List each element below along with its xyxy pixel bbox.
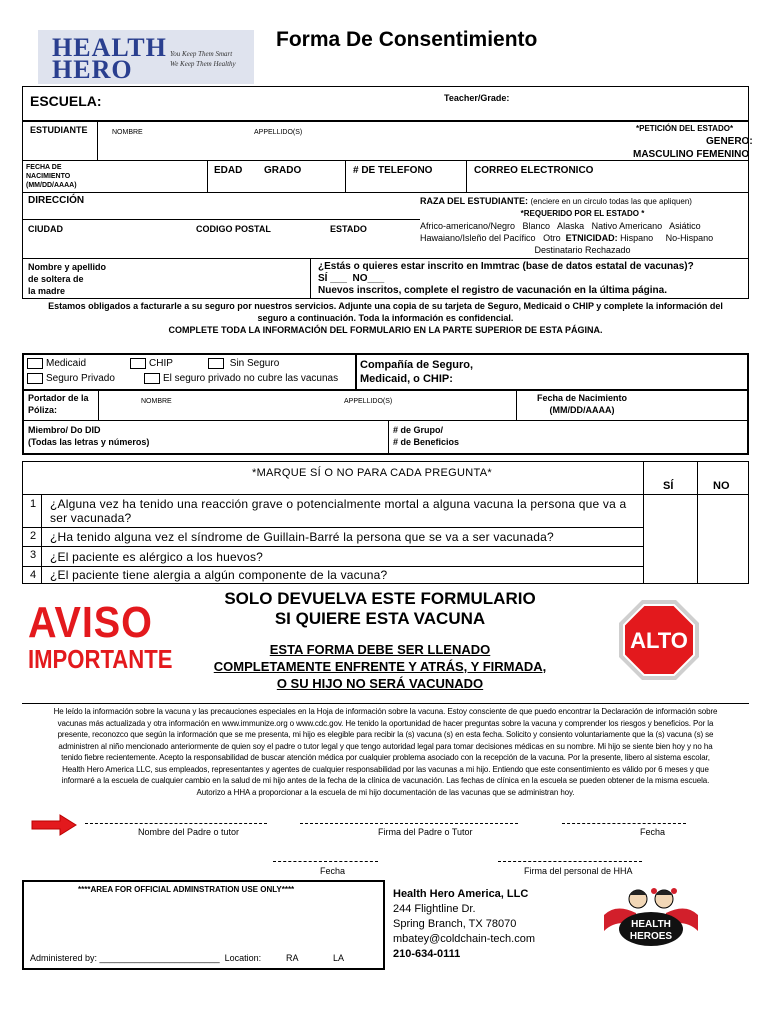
administered-label: Administered by: ________________________ Location: <box>30 953 262 963</box>
solo-line2: SI QUIERE ESTA VACUNA <box>274 609 486 628</box>
insurance-apellido-label: APPELLIDO(S) <box>344 398 393 405</box>
firma-hha-line[interactable] <box>498 861 642 862</box>
company-email: mbatey@coldchain-tech.com <box>393 933 536 945</box>
compania-line1: Compañía de Seguro, <box>360 359 474 371</box>
consent-line: He leído la información sobre la vacuna y las precauciones especiales en la Hoja de información sobre la vacuna. Estoy consciente de que puedo encontrar la Declaración de información sobre <box>53 707 718 716</box>
raza-block <box>420 195 745 256</box>
company-name: Health Hero America, LLC <box>393 888 529 900</box>
portador-label <box>28 392 89 416</box>
estado-label: ESTADO <box>330 224 367 234</box>
question-1 <box>50 497 626 525</box>
insurance-nombre-label: NOMBRE <box>141 398 172 405</box>
correo-label: CORREO ELECTRONICO <box>474 165 594 176</box>
firma-hha-label: Firma del personal de HHA <box>524 866 633 876</box>
forma-line2: COMPLETAMENTE ENFRENTE Y ATRÁS, Y FIRMADA, <box>213 659 547 674</box>
sin-seguro-option[interactable] <box>208 358 279 369</box>
firma-padre-label: Firma del Padre o Tutor <box>378 827 473 837</box>
requerido-label: *REQUERIDO POR EL ESTADO * <box>520 209 645 218</box>
sin-seguro-checkbox[interactable] <box>208 358 224 369</box>
aviso-label: AVISO <box>28 598 153 647</box>
arrow-right-icon <box>30 813 78 837</box>
solo-line1: SOLO DEVUELVA ESTE FORMULARIO <box>224 589 536 608</box>
insurance-fecha-line1: Fecha de Nacimiento <box>536 393 628 403</box>
forma-line3: O SU HIJO NO SERÁ VACUNADO <box>276 676 484 691</box>
madre-line3: la madre <box>28 286 66 296</box>
madre-label <box>28 261 106 297</box>
genero-label: GENERO: <box>706 136 753 147</box>
solo-devuelva <box>170 589 590 629</box>
fecha-label: Fecha <box>640 827 666 837</box>
health-heroes-logo <box>596 885 706 960</box>
raza-note: (enciere en un circulo todas las que apliquen) <box>530 197 692 206</box>
raza-options-1: Africo-americano/Negro Blanco Alaska Nativo Americano Asiático <box>420 221 701 231</box>
direccion-label: DIRECCIÓN <box>28 195 85 206</box>
logo-line1: HEALTH <box>52 33 167 62</box>
company-address1: 244 Flightline Dr. <box>393 903 476 915</box>
student-label: ESTUDIANTE <box>30 125 88 135</box>
firma-padre-line[interactable] <box>300 823 518 824</box>
question-2-num: 2 <box>30 530 37 542</box>
privado-option[interactable] <box>27 373 115 384</box>
madre-line1: Nombre y apellido <box>28 262 107 272</box>
health-hero-logo <box>38 30 254 84</box>
chip-label: CHIP <box>149 358 173 370</box>
compania-line2: Medicaid, o CHIP: <box>360 373 453 385</box>
edad-label: EDAD <box>214 165 243 176</box>
school-label: ESCUELA: <box>30 93 102 109</box>
raza-options-2: Hawaiano/Isleño del Pacífico Otro <box>420 233 561 243</box>
postal-label: CODIGO POSTAL <box>196 224 271 234</box>
fecha-nacimiento-label: FECHA DE NACIMIENTO (MM/DD/AAAA) <box>26 164 77 189</box>
company-info <box>393 887 535 962</box>
question-3-num: 3 <box>30 549 37 561</box>
question-1-line1: ¿Alguna vez ha tenido una reacción grave o potencialmente mortal a alguna vacuna la persona que va a <box>50 497 627 511</box>
etnicidad-options: Hispano No-Hispano <box>620 233 714 243</box>
question-1-line2: ser vacunada? <box>50 511 132 525</box>
company-phone: 210-634-0111 <box>393 948 461 960</box>
forma-line1: ESTA FORMA DEBE SER LLENADO <box>269 642 491 657</box>
immtrac-question: ¿Estás o quieres estar inscrito en Immtrac (base de datos estatal de vacunas)? <box>318 261 694 272</box>
sin-seguro-label: Sin Seguro <box>229 358 280 370</box>
portador-line2: Póliza: <box>28 405 58 415</box>
fecha-hha-label: Fecha <box>320 866 346 876</box>
consent-line: informaré a la escuela de cualquier cambio en la salud de mi hijo antes de la fecha de la clínica de vacunación. Las fechas de clínica en la escuela se pueden obtener de la misma escuela. <box>61 776 710 785</box>
question-4-num: 4 <box>30 569 37 581</box>
badge-line2: HEROES <box>629 931 673 942</box>
fecha-line[interactable] <box>562 823 686 824</box>
genero-options: MASCULINO FEMENINO <box>633 149 750 160</box>
ra-option[interactable]: RA <box>286 953 299 963</box>
billing-line3: COMPLETE TODA LA INFORMACIÓN DEL FORMULARIO EN LA PARTE SUPERIOR DE ESTA PÁGINA. <box>168 325 603 335</box>
consent-line: administren al niño mencionado anteriormente de quien soy el padre o tutor legal y que tengo autoridad legal para tomar decisiones médicas en su nombre. Mi hijo se siente bien hoy y no ha <box>58 741 713 751</box>
consent-line: presente, reconozco que según la información que se me presenta, mi hijo es elegible para recibir la (s) vacuna (s) en esta fecha. Solicito y consiento voluntariamente que la (s) vacuna (s) se <box>57 730 714 739</box>
insurance-fecha-label <box>517 392 647 416</box>
fecha-hha-line[interactable] <box>273 861 378 862</box>
consent-line: Autorizo a HHA a proporcionar a la escuela de mi hijo documentación de las vacunas que se administran hoy. <box>196 787 575 797</box>
chip-option[interactable] <box>130 358 173 369</box>
question-1-num: 1 <box>30 498 37 510</box>
questions-header: *MARQUE SÍ O NO PARA CADA PREGUNTA* <box>252 467 492 479</box>
la-option[interactable]: LA <box>333 953 345 963</box>
medicaid-label: Medicaid <box>46 358 87 370</box>
question-3: ¿El paciente es alérgico a los huevos? <box>50 550 264 564</box>
nombre-padre-label: Nombre del Padre o tutor <box>138 827 240 837</box>
company-address2: Spring Branch, TX 78070 <box>393 918 517 930</box>
si-header: SÍ <box>663 480 674 492</box>
etnicidad-label: ETNICIDAD: <box>565 233 618 243</box>
alto-text: ALTO <box>630 628 688 653</box>
nombre-padre-line[interactable] <box>85 823 267 824</box>
stop-sign-icon <box>617 598 701 682</box>
page-title: Forma De Consentimiento <box>276 28 538 51</box>
billing-line1: Estamos obligados a facturarle a su seguro por nuestros servicios. Adjunte una copia de su tarjeta de Seguro, Medicaid o CHIP y complete la información del <box>48 301 723 311</box>
student-nombre-label: NOMBRE <box>112 129 143 136</box>
student-apellido-label: APPELLIDO(S) <box>254 129 303 136</box>
madre-line2: de soltera de <box>28 274 84 284</box>
portador-line1: Portador de la <box>28 393 89 403</box>
rechazado-label: Destinatario Rechazado <box>534 245 631 255</box>
immtrac-block <box>318 261 694 297</box>
logo-tagline-2: We Keep Them Healthy <box>170 60 236 68</box>
privado-checkbox[interactable] <box>27 373 43 384</box>
medicaid-checkbox[interactable] <box>27 358 43 369</box>
ciudad-label: CIUDAD <box>28 224 63 234</box>
raza-title: RAZA DEL ESTUDIANTE: <box>420 196 528 206</box>
peticion-label: *PETICIÓN DEL ESTADO* <box>636 124 734 133</box>
consent-line: vacunas más actualizada y otra información en www.immunize.org o www.cdc.gov. He tenido la oportunidad de hacer preguntas sobre la vacuna y comprender los riesgos y beneficios. Por la <box>57 718 714 728</box>
logo-line2: HERO <box>52 55 133 84</box>
importante-label: IMPORTANTE <box>28 644 173 674</box>
insurance-fecha-line2: (MM/DD/AAAA) <box>549 405 615 415</box>
billing-line2: seguro a continuación. Toda la información es confidencial. <box>257 313 514 323</box>
grado-label: GRADO <box>264 165 302 176</box>
no-cubre-checkbox[interactable] <box>144 373 160 384</box>
consent-text <box>26 706 745 798</box>
miembro-line2: (Todas las letras y números) <box>28 437 150 447</box>
no-header: NO <box>713 480 730 492</box>
compania-label <box>360 358 473 386</box>
teacher-grade-label: Teacher/Grade: <box>444 93 510 103</box>
grupo-label <box>393 424 459 448</box>
badge-line1: HEALTH <box>631 919 671 930</box>
immtrac-options: SÍ ___ NO___ <box>318 273 385 284</box>
consent-line: tenido fiebre recientemente. Acepto la responsabilidad de buscar atención médica por cualquier problema asociado con la recepción de la vacuna. Por la presente, libero al sistema escolar, <box>61 753 710 762</box>
consent-line: Health Hero America LLC, sus empleados, representantes y agentes de cualquier responsabilidad por las vacunas a mi hijo. Entiendo que este consentimiento es válido por 6 meses y que <box>62 764 709 774</box>
question-4: ¿El paciente tiene alergia a algún componente de la vacuna? <box>50 568 388 582</box>
privado-label: Seguro Privado <box>46 373 115 385</box>
medicaid-option[interactable] <box>27 358 86 369</box>
no-cubre-option[interactable] <box>144 373 338 384</box>
grupo-line2: # de Beneficios <box>393 437 460 447</box>
billing-note <box>22 300 749 336</box>
immtrac-note: Nuevos inscritos, complete el registro de vacunación en la última página. <box>318 285 667 296</box>
chip-checkbox[interactable] <box>130 358 146 369</box>
forma-warning <box>170 641 590 692</box>
grupo-line1: # de Grupo/ <box>393 425 444 435</box>
official-label: ****AREA FOR OFFICIAL ADMINSTRATION USE ONLY**** <box>78 885 295 894</box>
question-2: ¿Ha tenido alguna vez el síndrome de Guillain-Barré la persona que se va a ser vacunada? <box>50 530 554 544</box>
no-cubre-label: El seguro privado no cubre las vacunas <box>163 373 339 385</box>
school-box <box>22 86 749 121</box>
logo-tagline-1: You Keep Them Smart <box>170 50 233 58</box>
miembro-line1: Miembro/ Do DID <box>28 425 101 435</box>
telefono-label: # DE TELEFONO <box>353 165 433 176</box>
miembro-label <box>28 424 149 448</box>
